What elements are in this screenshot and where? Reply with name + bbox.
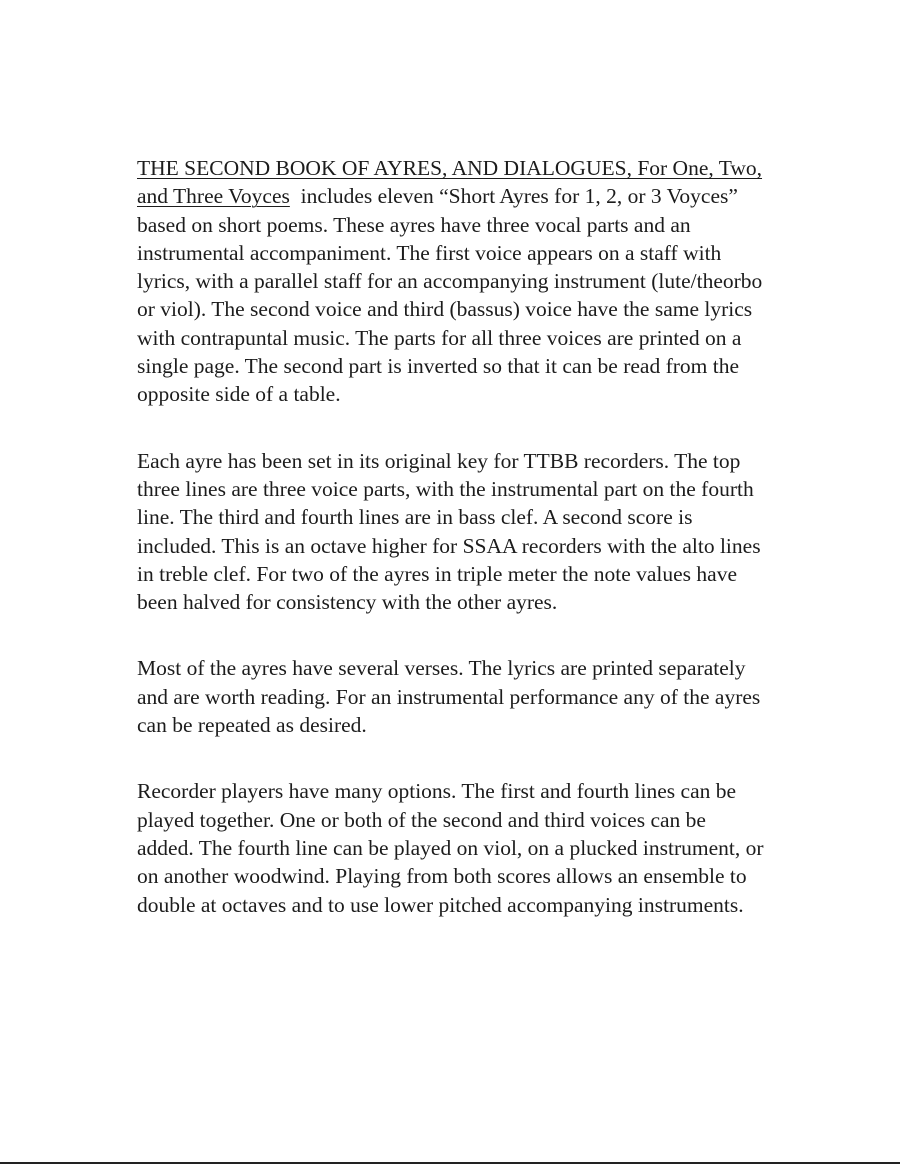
paragraph-verses: Most of the ayres have several verses. The lyrics are printed separately and are worth reading. For an instrumental performance any of the ayres can be repeated as desired.	[137, 656, 761, 738]
paragraph-options: Recorder players have many options. The first and fourth lines can be played together. One or both of the second and third voices can be added. The fourth line can be played on viol, on a plucked instrument, or on another woodwind. Playing from both scores allows an ensemble to double at octaves and to use lower pitched accompanying instruments.	[137, 779, 764, 917]
document-body	[137, 154, 767, 957]
paragraph-intro-text: includes eleven “Short Ayres for 1, 2, or 3 Voyces” based on short poems. These ayres have three vocal parts and an instrumental accompaniment. The first voice appears on a staff with lyrics, with a parallel staff for an accompanying instrument (lute/theorbo or viol). The second voice and third (bassus) voice have the same lyrics with contrapuntal music. The parts for all three voices are printed on a single page. The second part is inverted so that it can be read from the opposite side of a table.	[137, 184, 763, 407]
paragraph-arrangement: Each ayre has been set in its original key for TTBB recorders. The top three lines are three voice parts, with the instrumental part on the fourth line. The third and fourth lines are in bass clef. A second score is included. This is an octave higher for SSAA recorders with the alto lines in treble clef. For two of the ayres in triple meter the note values have been halved for consistency with the other ayres.	[137, 448, 761, 615]
paragraph-intro	[137, 154, 767, 409]
book-title: THE SECOND BOOK OF AYRES, AND DIALOGUES, For One, Two, and Three Voyces	[137, 156, 763, 209]
